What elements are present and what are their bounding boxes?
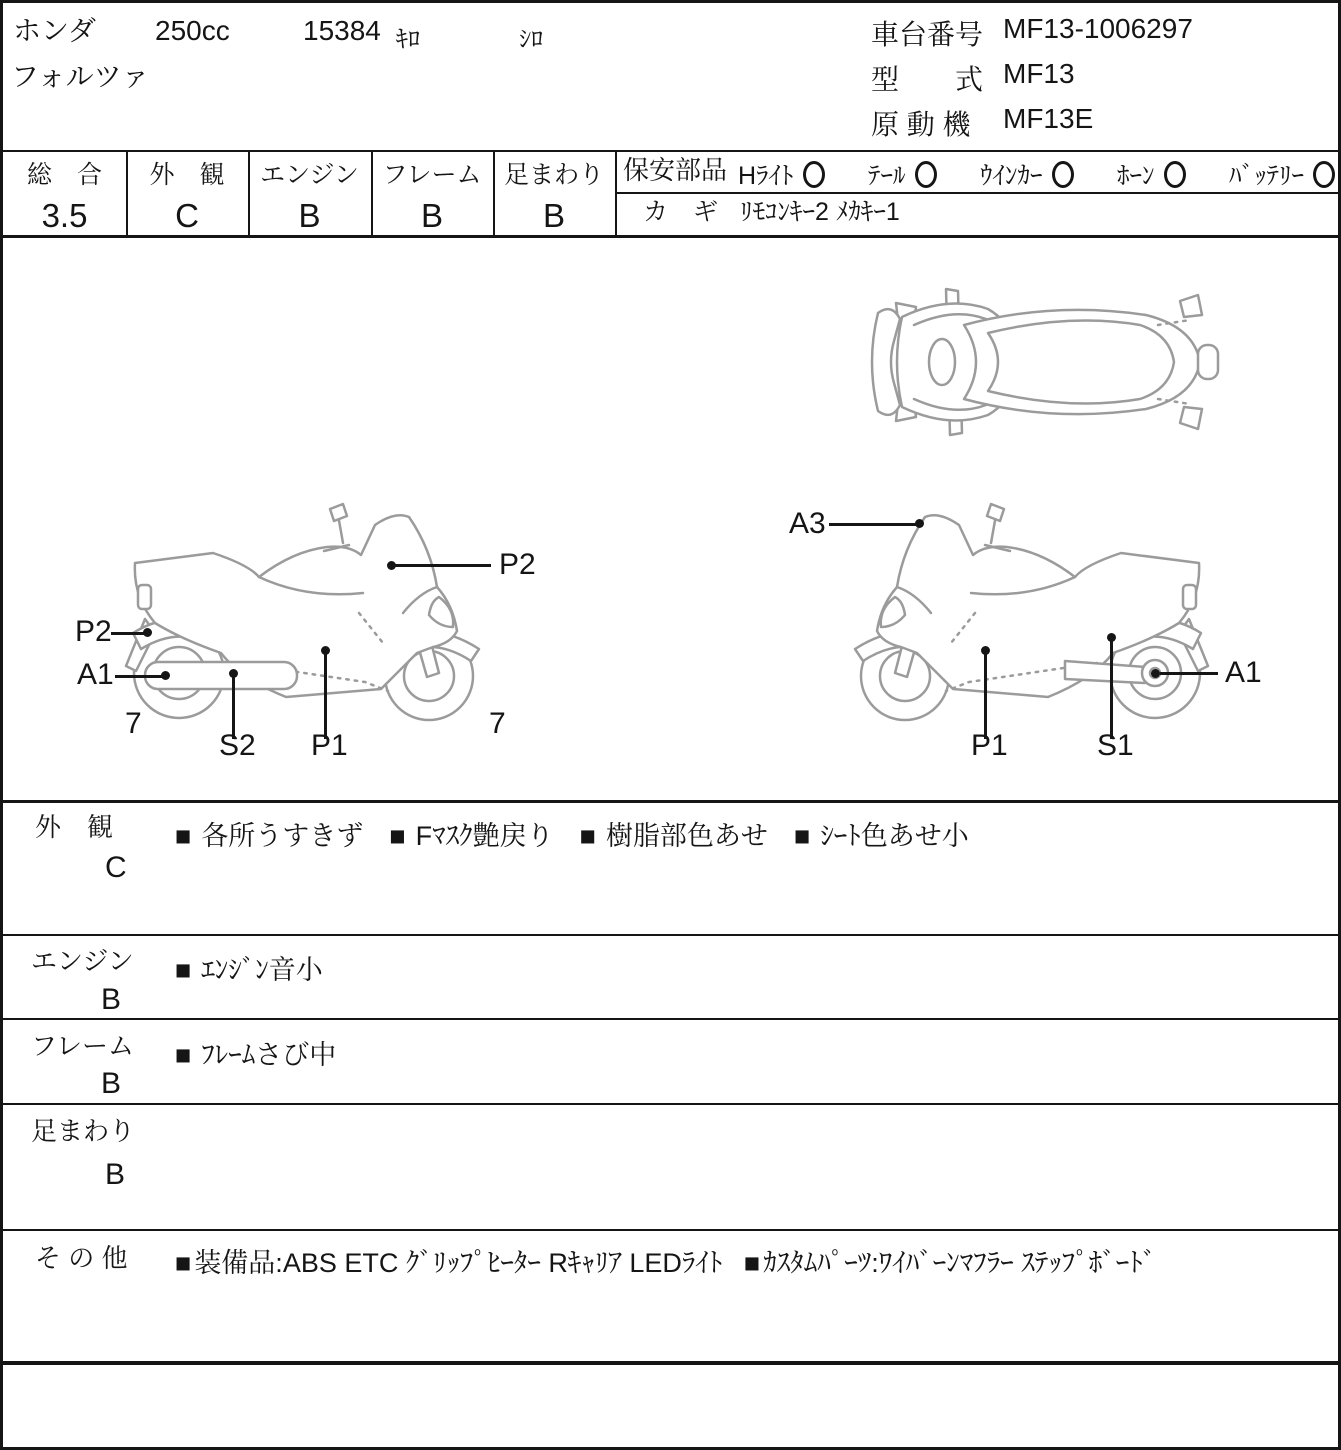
maker-name: ホンダ xyxy=(13,15,96,46)
safety-item-label: ﾊﾞｯﾃﾘｰ xyxy=(1228,162,1304,190)
square-bullet-icon: ■ xyxy=(793,821,811,851)
leader-line xyxy=(395,564,491,567)
score-label: 足まわり xyxy=(503,161,604,189)
square-bullet-icon: ■ xyxy=(175,955,192,985)
ok-circle-mark xyxy=(915,161,937,188)
damage-label-a1-right: A1 xyxy=(1225,656,1262,689)
divider xyxy=(615,192,1338,194)
chassis-number-label: 車台番号 xyxy=(871,19,984,50)
note-item xyxy=(794,814,969,853)
section-label-engine: エンジン xyxy=(31,946,134,976)
damage-point-dot xyxy=(915,519,924,528)
ok-circle-mark xyxy=(1052,161,1074,188)
damage-label-s2: S2 xyxy=(219,729,256,762)
section-grade-frame: B xyxy=(101,1067,122,1100)
leader-line xyxy=(829,523,919,526)
scooter-right-side-diagram xyxy=(793,501,1253,763)
leader-line xyxy=(1160,672,1218,675)
ok-circle-mark xyxy=(1164,161,1186,188)
engine-code-label: 原 動 機 xyxy=(871,109,971,140)
score-cell-undercarriage xyxy=(493,153,615,235)
damage-point-dot xyxy=(161,671,170,680)
damage-label-a3: A3 xyxy=(789,507,826,540)
score-label: 総 合 xyxy=(26,161,102,189)
divider xyxy=(3,800,1338,803)
note-text: 装備品:ABS ETC ｸﾞﾘｯﾌﾟﾋｰﾀｰ Rｷｬﾘｱ LEDﾗｲﾄ xyxy=(194,1248,723,1278)
color-code: ｼﾛ xyxy=(519,26,543,53)
engine-notes xyxy=(175,948,323,987)
safety-item-battery xyxy=(1229,156,1335,192)
model-code-label: 型 式 xyxy=(871,64,984,95)
note-item xyxy=(389,814,553,853)
note-item xyxy=(175,1248,722,1278)
ok-circle-mark xyxy=(1313,161,1335,188)
note-text: ｼｰﾄ色あせ小 xyxy=(820,821,969,851)
leader-line xyxy=(984,653,987,739)
safety-item-label: ｳｲﾝｶｰ xyxy=(980,162,1043,190)
keys-label: カ ギ xyxy=(643,198,719,226)
score-grade: B xyxy=(298,197,321,234)
damage-label-p1-left: P1 xyxy=(311,729,348,762)
other-notes xyxy=(175,1239,1330,1289)
engine-code-value: MF13E xyxy=(1003,103,1094,134)
score-grade: 3.5 xyxy=(41,197,88,234)
square-bullet-icon: ■ xyxy=(389,821,406,851)
exterior-notes xyxy=(175,814,969,853)
score-label: 外 観 xyxy=(149,161,225,189)
score-grade: B xyxy=(420,197,443,234)
safety-item-headlight xyxy=(738,156,825,192)
safety-parts-list xyxy=(738,156,1335,192)
note-text: ｶｽﾀﾑﾊﾟｰﾂ:ﾜｲﾊﾞｰﾝﾏﾌﾗｰ ｽﾃｯﾌﾟﾎﾞｰﾄﾞ xyxy=(763,1248,1157,1278)
divider xyxy=(3,235,1338,238)
section-grade-engine: B xyxy=(101,983,122,1016)
score-label: フレーム xyxy=(382,161,482,189)
note-text: ﾌﾚｰﾑさび中 xyxy=(201,1040,337,1070)
note-text: 樹脂部色あせ xyxy=(605,821,768,851)
safety-item-winker xyxy=(980,156,1074,192)
divider xyxy=(3,150,1338,152)
note-item xyxy=(175,1033,336,1072)
damage-label-p1-right: P1 xyxy=(971,729,1008,762)
score-label: エンジン xyxy=(260,161,359,189)
damage-point-dot xyxy=(143,628,152,637)
score-cell-total xyxy=(3,153,126,235)
square-bullet-icon: ■ xyxy=(175,1040,192,1070)
divider xyxy=(3,1103,1338,1105)
divider xyxy=(3,1361,1338,1365)
score-cell-frame xyxy=(371,153,493,235)
square-bullet-icon: ■ xyxy=(175,821,192,851)
section-label-frame: フレーム xyxy=(31,1031,134,1061)
section-label-undercarriage: 足まわり xyxy=(31,1116,136,1146)
damage-label-a1-left: A1 xyxy=(77,658,114,691)
damage-label-s1: S1 xyxy=(1097,729,1134,762)
damage-point-dot xyxy=(1151,669,1160,678)
ok-circle-mark xyxy=(803,161,825,188)
divider xyxy=(3,1018,1338,1020)
safety-item-tail xyxy=(868,156,937,192)
note-text: ｴﾝｼﾞﾝ音小 xyxy=(201,955,323,985)
safety-item-label: Hﾗｲﾄ xyxy=(738,162,794,190)
leader-line xyxy=(1110,641,1113,739)
model-code-value: MF13 xyxy=(1003,58,1075,89)
square-bullet-icon: ■ xyxy=(579,821,596,851)
leader-line xyxy=(111,632,147,635)
note-item xyxy=(175,814,363,853)
section-label-other: そ の 他 xyxy=(35,1243,128,1273)
chassis-number-value: MF13-1006297 xyxy=(1003,13,1193,44)
mileage-value: 15384 xyxy=(303,15,381,46)
leader-line xyxy=(115,675,167,678)
section-label-exterior: 外 観 xyxy=(35,812,114,842)
square-bullet-icon: ■ xyxy=(175,1248,192,1278)
safety-item-horn xyxy=(1117,156,1186,192)
square-bullet-icon: ■ xyxy=(743,1248,761,1278)
keys-value: ﾘﾓｺﾝｷｰ2 ﾒｶｷｰ1 xyxy=(740,198,900,226)
tire-grade-rear: 7 xyxy=(125,707,142,740)
mileage-unit: ｷﾛ xyxy=(396,26,420,53)
scooter-top-view-diagram xyxy=(858,275,1228,450)
damage-label-p2-rear: P2 xyxy=(75,615,112,648)
note-text: Fﾏｽｸ艶戻り xyxy=(415,821,554,851)
note-item xyxy=(744,1248,1156,1278)
safety-item-label: ﾃｰﾙ xyxy=(868,162,906,190)
score-cell-engine xyxy=(248,153,371,235)
divider xyxy=(3,934,1338,936)
score-grade: C xyxy=(175,197,199,234)
tire-grade-front: 7 xyxy=(489,707,506,740)
score-grade: B xyxy=(542,197,565,234)
note-item xyxy=(580,814,768,853)
section-grade-undercarriage: B xyxy=(105,1158,126,1191)
displacement: 250cc xyxy=(155,15,230,46)
model-name: フォルツァ xyxy=(11,61,150,92)
safety-item-label: ﾎｰﾝ xyxy=(1117,162,1155,190)
divider xyxy=(3,1229,1338,1231)
leader-line xyxy=(324,653,327,739)
frame-notes xyxy=(175,1033,336,1072)
safety-parts-label: 保安部品 xyxy=(623,155,728,185)
divider xyxy=(615,150,617,238)
note-item xyxy=(175,948,323,987)
damage-label-p2-front: P2 xyxy=(499,548,536,581)
score-cell-exterior xyxy=(126,153,248,235)
section-grade-exterior: C xyxy=(105,851,127,884)
note-text: 各所うすきず xyxy=(201,821,364,851)
